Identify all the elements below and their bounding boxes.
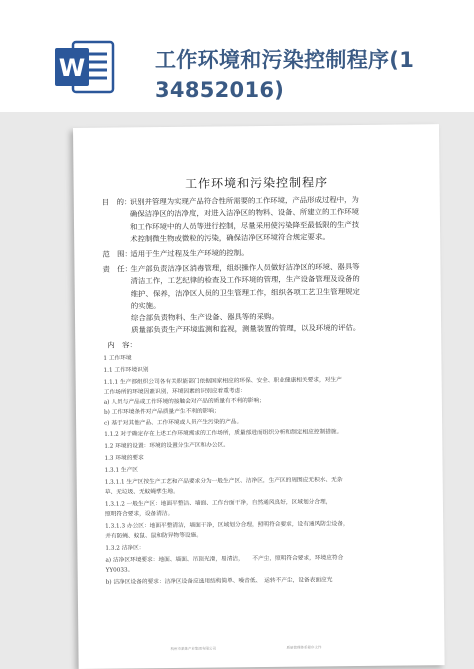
purpose-line: 识别并管理为实现产品符合性所需要的工作环境，产品形成过程中，为 bbox=[129, 195, 359, 207]
section-line: 并有防蝇、蚊鼠、鼠和防异物等设施。 bbox=[105, 532, 202, 540]
section-line: 1.1.2 对于确定存在上述工作环境需求的工作场所，质量部进而组织分析和制定相应控制措施。 bbox=[104, 429, 343, 438]
scope-line: 适用于生产过程及生产环境的控制。 bbox=[130, 248, 249, 259]
document-page bbox=[73, 124, 445, 669]
section-line: 1.2 环境的设置：环境的设置分生产区和办公区。 bbox=[104, 442, 229, 450]
section-line: 工作场所的环境因素识别，环境因素的识别应着重考虑： bbox=[103, 388, 246, 396]
responsibility-line: 的实施。 bbox=[130, 300, 161, 311]
purpose-label: 目 的： bbox=[101, 197, 132, 207]
footer-left: 杭州市某某产业集团有限公司 bbox=[170, 646, 216, 652]
footer-right: 质量管理体系程序文件 bbox=[286, 645, 322, 650]
section-line: 1.1.1 生产部组织公司各有关职能部门依据国家相应的环保、安全、职业健康相关要求，对生产 bbox=[103, 377, 342, 386]
scope-label: 范 围： bbox=[102, 249, 132, 259]
section-line: 1.3.2 洁净区： bbox=[105, 545, 145, 552]
section-line: 1.3 环境的要求 bbox=[104, 455, 144, 462]
content-label: 内 容： bbox=[107, 340, 137, 350]
svg-text:W: W bbox=[58, 54, 86, 82]
purpose-text bbox=[130, 193, 430, 245]
word-icon bbox=[55, 38, 115, 96]
section-line: a) 人员与产品或工作环境的接触会对产品的质量有不利的影响； bbox=[103, 398, 265, 406]
purpose-line: 确保洁净区的洁净度，对进入洁净区的物料、设备、所建立的工作环境 bbox=[129, 207, 360, 219]
header-banner bbox=[0, 0, 474, 112]
document-title: 工作环境和污染控制程序 bbox=[185, 175, 329, 191]
responsibility-line: 生产部负责洁净区消毒管理，组织操作人员做好洁净区的环境、器具等 bbox=[130, 262, 360, 274]
responsibility-line: 维护、保养，洁净区人员的卫生管理工作，组织各项工艺卫生管理规定 bbox=[130, 286, 360, 298]
section-line: a) 洁净区环境要求：地面、墙面、吊顶光滑，易清洁， 不产尘，照明符合要求，环境应符合 bbox=[105, 555, 344, 564]
responsibility-label: 责 任： bbox=[102, 264, 133, 274]
section-line: 草、无垃圾、无蚊蝇孳生地。 bbox=[104, 488, 179, 496]
section-line: YY0033。 bbox=[105, 567, 134, 574]
preview-area bbox=[0, 112, 474, 669]
purpose-line: 术控制微生物或微粒的污染，确保洁净区环境符合规定要求。 bbox=[130, 232, 330, 244]
section-line: 1.3.1.1 生产区按生产工艺和产品要求分为一般生产区、洁净区，生产区的周围应无积水、无杂 bbox=[104, 477, 343, 486]
responsibility-text bbox=[130, 260, 431, 337]
section-line: 1 工作环境 bbox=[103, 355, 132, 362]
purpose-line: 和工作环境中的人员等进行控制，尽量采用使污染降至最低限的生产技 bbox=[129, 219, 360, 232]
scope-text bbox=[130, 245, 430, 260]
section-line: 照明符合要求，设备清洁。 bbox=[105, 510, 174, 518]
section-line: b) 工作环境条件对产品质量产生不利的影响； bbox=[103, 408, 220, 416]
section-line: 1.3.1 生产区 bbox=[104, 467, 138, 474]
section-line: b) 洁净区设备的要求：洁净区设备应选用结构简单、噪音低、 运转不产尘，设备表面应光 bbox=[105, 577, 333, 586]
responsibility-line: 综合部负责物料、生产设备、器具等的采购。 bbox=[130, 312, 279, 323]
section-line: 1.1 工作环境识别 bbox=[103, 367, 149, 374]
section-line: c) 基于对其他产品、工作环境或人员产生污染的产品。 bbox=[104, 419, 243, 427]
page-title-line-2: 34852016) bbox=[155, 78, 285, 102]
section-line: 1.3.1.3 办公区：地面平整清洁，墙面干净，区域划分合理，照明符合要求，设有通风防尘设备， bbox=[105, 521, 349, 530]
section-line: 1.3.1.2 一般生产区：地面平整洁、墙面、工作台面干净，自然通风良好，区域划分合理， bbox=[104, 499, 332, 508]
page-title-line-1: 工作环境和污染控制程序(1 bbox=[155, 48, 415, 72]
responsibility-line: 质量部负责生产环境监测和监视，测量装置的管理，以及环境的评估。 bbox=[131, 323, 361, 335]
responsibility-line: 清洁工作，工艺纪律的检查及工作环境的管理，生产设备管理及设备的 bbox=[130, 274, 360, 286]
